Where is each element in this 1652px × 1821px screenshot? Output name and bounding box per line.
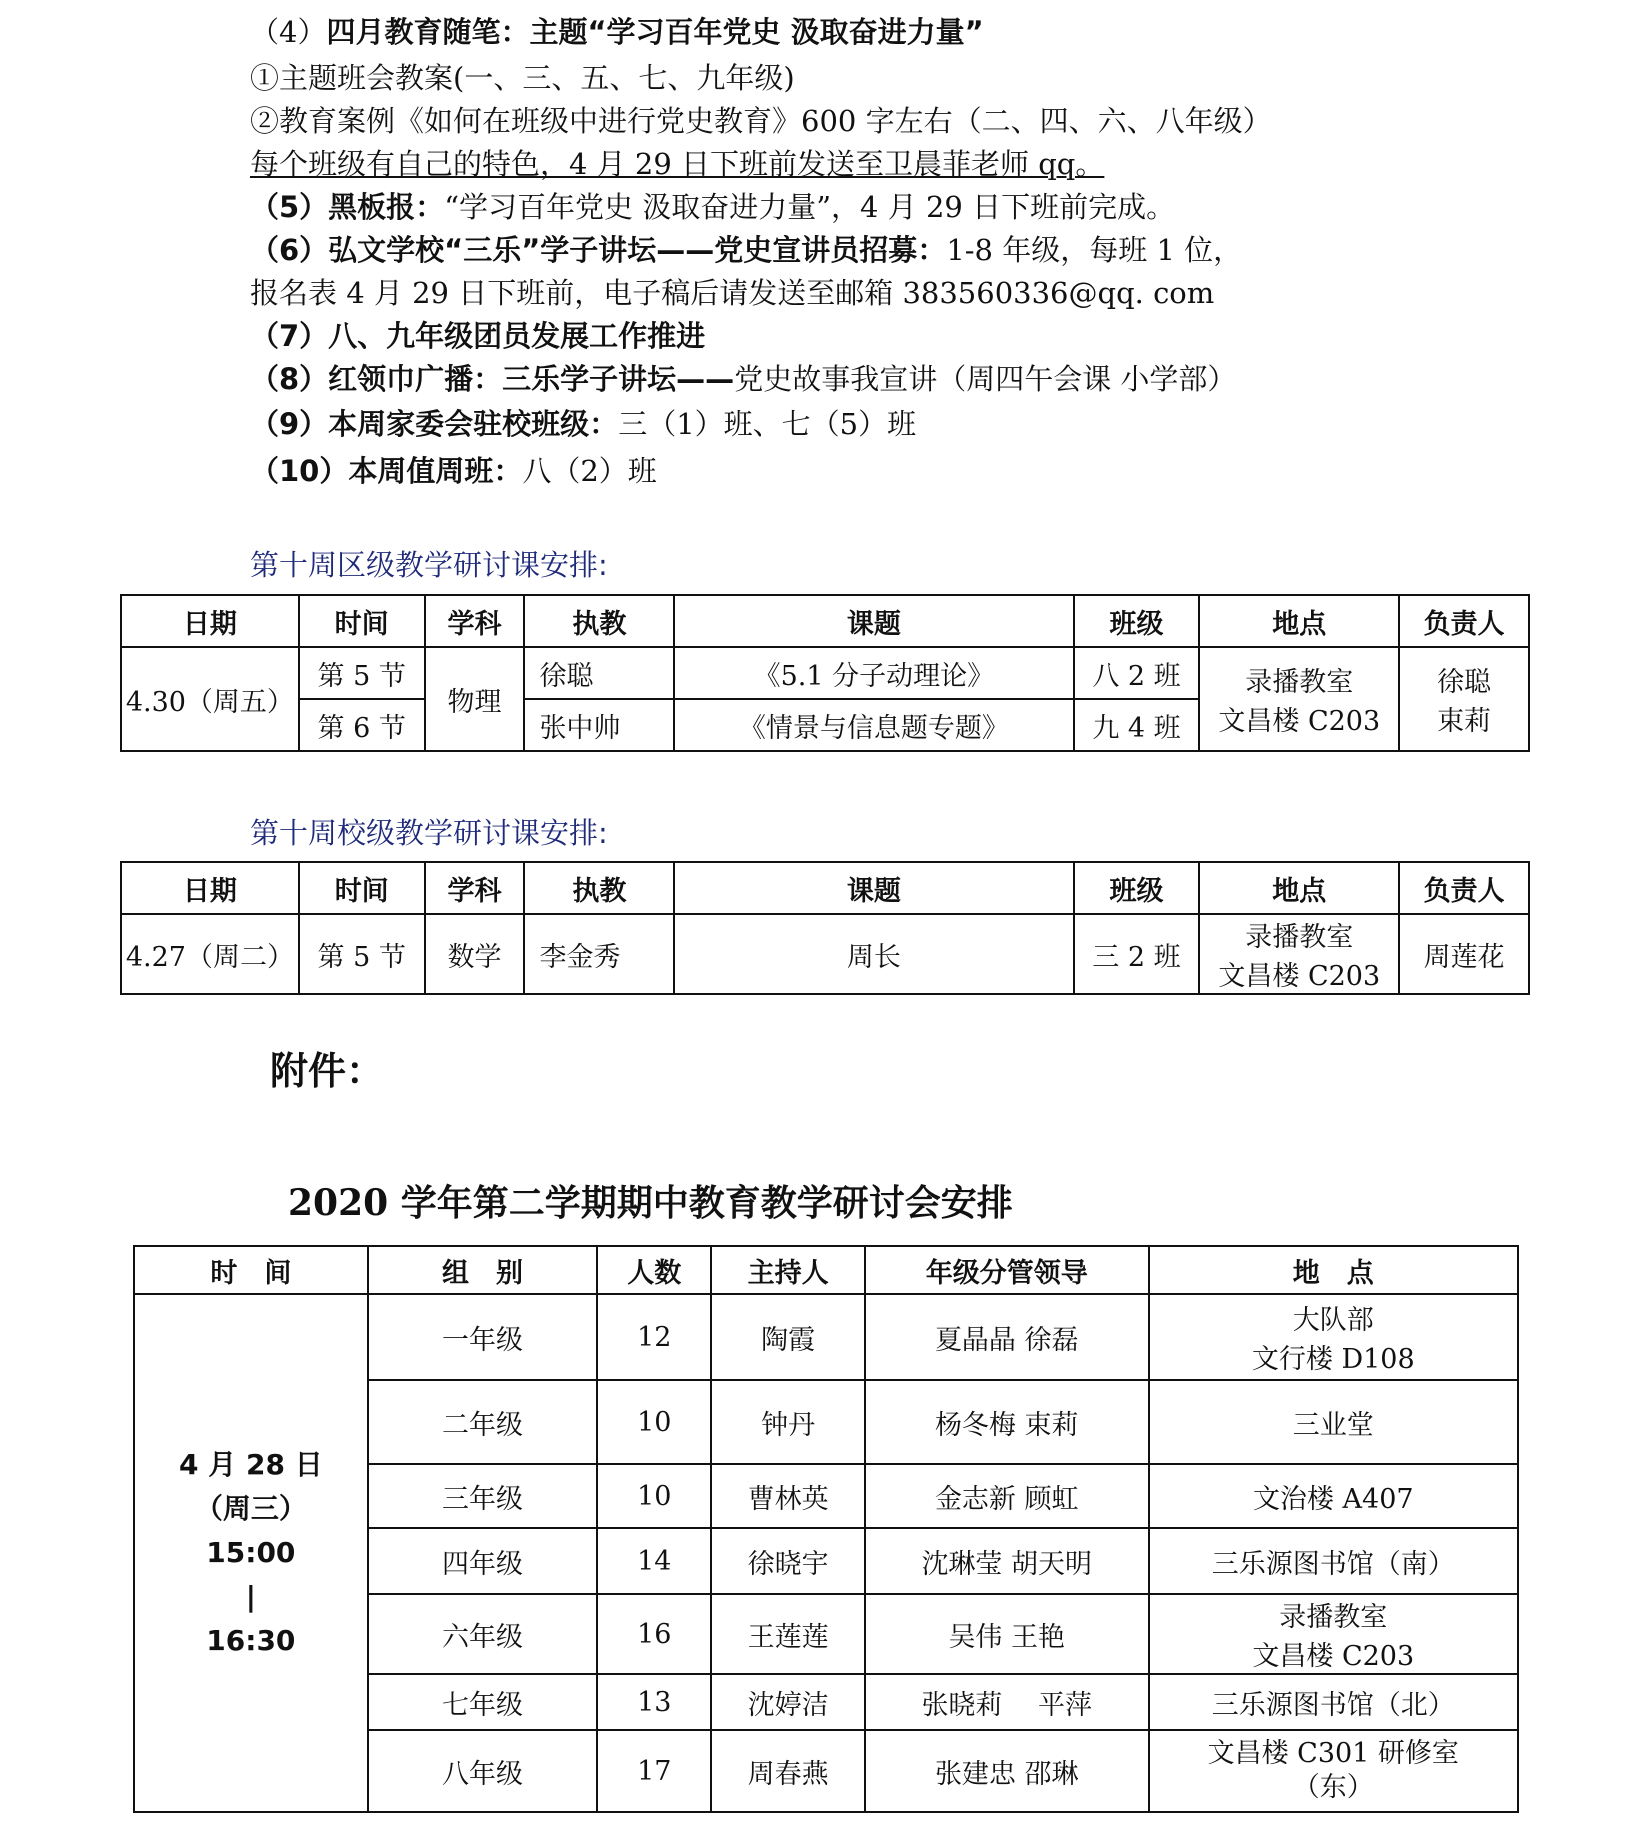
count: 13	[597, 1674, 711, 1730]
host: 周春燕	[711, 1730, 865, 1812]
host: 钟丹	[711, 1380, 865, 1464]
header-date: 日期	[121, 862, 299, 914]
header-subject: 学科	[425, 595, 525, 647]
leaders: 夏晶晶 徐磊	[865, 1294, 1149, 1380]
item-4	[250, 12, 984, 52]
place: 三乐源图书馆（北）	[1149, 1674, 1518, 1730]
school-table	[120, 861, 1530, 995]
item-6-line2: 报名表 4 月 29 日下班前，电子稿后请发送至邮箱 383560336@qq. com	[250, 276, 1215, 310]
header-place: 地点	[1199, 862, 1399, 914]
district-table	[120, 594, 1530, 752]
header-place: 地 点	[1149, 1246, 1518, 1294]
host: 陶霞	[711, 1294, 865, 1380]
table-row	[134, 1294, 1518, 1380]
item-10-text: 八（2）班	[522, 454, 657, 488]
header-host: 主持人	[711, 1246, 865, 1294]
leaders: 吴伟 王艳	[865, 1594, 1149, 1674]
count: 14	[597, 1528, 711, 1594]
item-10	[250, 451, 657, 491]
host: 曹林英	[711, 1464, 865, 1528]
place: 三乐源图书馆（南）	[1149, 1528, 1518, 1594]
place: 大队部 文行楼 D108	[1149, 1294, 1518, 1380]
item-9	[250, 404, 916, 444]
item-4-sub3: 每个班级有自己的特色，4 月 29 日下班前发送至卫晨菲老师 qq。	[250, 147, 1105, 181]
header-count: 人数	[597, 1246, 711, 1294]
item-10-title: （10）本周值周班：	[250, 454, 523, 488]
header-teacher: 执教	[524, 862, 674, 914]
district-header-row	[121, 595, 1529, 647]
header-responsible: 负责人	[1399, 862, 1529, 914]
host: 沈婷洁	[711, 1674, 865, 1730]
lesson-class: 八 2 班	[1074, 647, 1200, 699]
district-heading: 第十周区级教学研讨课安排:	[250, 548, 608, 582]
annex-label: 附件：	[270, 1049, 385, 1093]
count: 17	[597, 1730, 711, 1812]
lesson-topic: 《5.1 分子动理论》	[674, 647, 1073, 699]
lesson-responsible: 徐聪 束莉	[1399, 647, 1529, 751]
leaders: 杨冬梅 束莉	[865, 1380, 1149, 1464]
lesson-responsible: 周莲花	[1399, 914, 1529, 994]
lesson-subject: 物理	[425, 647, 525, 751]
seminar-title: 2020 学年第二学期期中教育教学研讨会安排	[288, 1182, 1013, 1224]
item-6-title: （6）弘文学校“三乐”学子讲坛——党史宣讲员招募：	[250, 233, 947, 267]
leaders: 张晓莉 平萍	[865, 1674, 1149, 1730]
lesson-date: 4.30（周五）	[121, 647, 299, 751]
header-teacher: 执教	[524, 595, 674, 647]
lesson-date: 4.27（周二）	[121, 914, 299, 994]
leaders: 金志新 顾虹	[865, 1464, 1149, 1528]
seminar-time: 4 月 28 日 （周三） 15:00 | 16:30	[134, 1294, 368, 1812]
lesson-teacher: 徐聪	[524, 647, 674, 699]
group: 八年级	[368, 1730, 598, 1812]
header-class: 班级	[1074, 595, 1200, 647]
lesson-time: 第 5 节	[299, 647, 425, 699]
item-4-sub2: ②教育案例《如何在班级中进行党史教育》600 字左右（二、四、六、八年级）	[250, 104, 1272, 138]
host: 王莲莲	[711, 1594, 865, 1674]
lesson-time: 第 5 节	[299, 914, 425, 994]
header-class: 班级	[1074, 862, 1200, 914]
header-date: 日期	[121, 595, 299, 647]
host: 徐晓宇	[711, 1528, 865, 1594]
group: 六年级	[368, 1594, 598, 1674]
item-8	[250, 359, 1236, 399]
item-5	[250, 187, 1175, 227]
item-4-sub1: ①主题班会教案(一、三、五、七、九年级)	[250, 61, 795, 95]
item-7: （7）八、九年级团员发展工作推进	[250, 319, 706, 353]
place: 三业堂	[1149, 1380, 1518, 1464]
group: 四年级	[368, 1528, 598, 1594]
place: 文昌楼 C301 研修室 （东）	[1149, 1730, 1518, 1812]
group: 二年级	[368, 1380, 598, 1464]
group: 一年级	[368, 1294, 598, 1380]
count: 10	[597, 1380, 711, 1464]
leaders: 张建忠 邵琳	[865, 1730, 1149, 1812]
leaders: 沈琳莹 胡天明	[865, 1528, 1149, 1594]
item-8-title: （8）红领巾广播：三乐学子讲坛——	[250, 362, 735, 396]
item-5-text: “学习百年党史 汲取奋进力量”，4 月 29 日下班前完成。	[444, 190, 1176, 224]
lesson-class: 三 2 班	[1074, 914, 1200, 994]
count: 12	[597, 1294, 711, 1380]
item-8-text: 党史故事我宣讲（周四午会课 小学部）	[734, 362, 1237, 396]
group: 七年级	[368, 1674, 598, 1730]
lesson-place: 录播教室 文昌楼 C203	[1199, 647, 1399, 751]
school-header-row	[121, 862, 1529, 914]
item-4-num: （4）	[250, 15, 327, 49]
item-5-title: （5）黑板报：	[250, 190, 445, 224]
header-time: 时间	[299, 595, 425, 647]
seminar-table	[133, 1245, 1519, 1813]
place: 文治楼 A407	[1149, 1464, 1518, 1528]
lesson-class: 九 4 班	[1074, 699, 1200, 751]
school-heading: 第十周校级教学研讨课安排:	[250, 816, 608, 850]
table-row	[121, 914, 1529, 994]
seminar-header-row	[134, 1246, 1518, 1294]
lesson-teacher: 李金秀	[524, 914, 674, 994]
header-topic: 课题	[674, 862, 1073, 914]
lesson-subject: 数学	[425, 914, 525, 994]
count: 10	[597, 1464, 711, 1528]
group: 三年级	[368, 1464, 598, 1528]
table-row	[121, 647, 1529, 699]
header-responsible: 负责人	[1399, 595, 1529, 647]
place: 录播教室 文昌楼 C203	[1149, 1594, 1518, 1674]
header-place: 地点	[1199, 595, 1399, 647]
header-topic: 课题	[674, 595, 1073, 647]
header-group: 组 别	[368, 1246, 598, 1294]
item-6	[250, 230, 1242, 270]
item-9-title: （9）本周家委会驻校班级：	[250, 407, 619, 441]
header-subject: 学科	[425, 862, 525, 914]
item-9-text: 三（1）班、七（5）班	[618, 407, 917, 441]
header-time: 时 间	[134, 1246, 368, 1294]
header-time: 时间	[299, 862, 425, 914]
item-6-text: 1-8 年级，每班 1 位，	[946, 233, 1243, 267]
item-4-title: 四月教育随笔：主题“学习百年党史 汲取奋进力量”	[326, 15, 984, 49]
lesson-place: 录播教室 文昌楼 C203	[1199, 914, 1399, 994]
count: 16	[597, 1594, 711, 1674]
lesson-topic: 周长	[674, 914, 1073, 994]
lesson-teacher: 张中帅	[524, 699, 674, 751]
header-leaders: 年级分管领导	[865, 1246, 1149, 1294]
lesson-topic: 《情景与信息题专题》	[674, 699, 1073, 751]
lesson-time: 第 6 节	[299, 699, 425, 751]
